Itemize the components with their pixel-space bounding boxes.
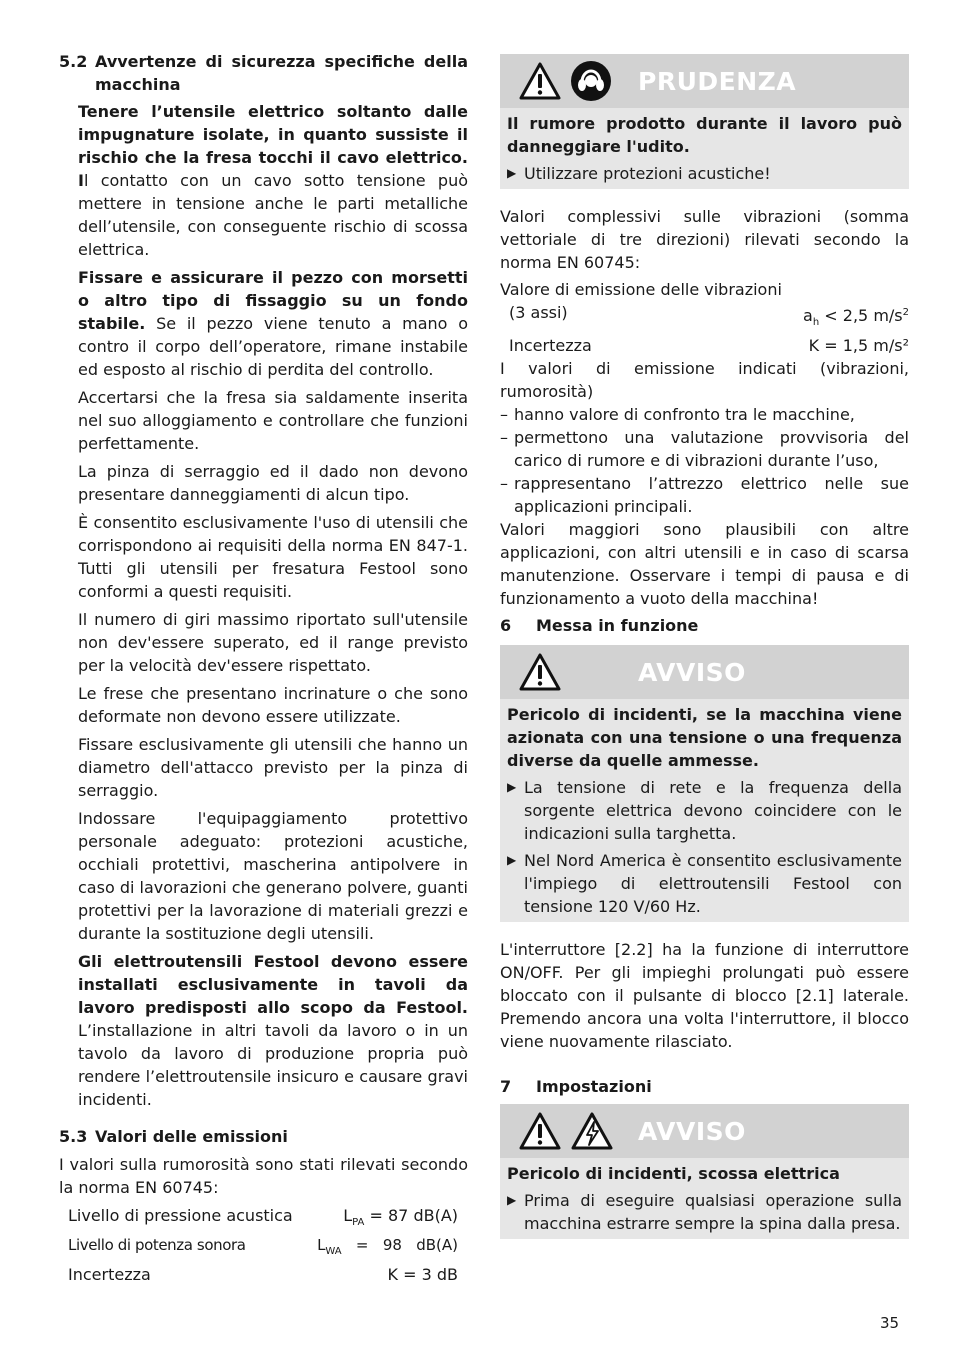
- list-item: ▶ Utilizzare protezioni acustiche!: [507, 164, 771, 183]
- paragraph: L'interruttore [2.2] ha la funzione di interruttore ON/OFF. Per gli impieghi prolungati può essere bloccato con il pulsante di blocco [2.1] laterale. Premendo ancora una volta l'interruttore, il blocco viene nuovamente rilasciato.: [500, 940, 909, 1051]
- caution-lead: Il rumore prodotto durante il lavoro può danneggiare l'udito.: [507, 114, 902, 156]
- warning-lead: Pericolo di incidenti, se la macchina viene azionata con una tensione o una frequenza diverse da quelle ammesse.: [507, 705, 902, 770]
- paragraph: Il numero di giri massimo riportato sull'utensile non dev'essere superato, ed il range previsto per la velocità dev'essere rispettato.: [78, 610, 468, 675]
- caution-box-noise: [500, 54, 909, 189]
- page-number: 35: [880, 1314, 900, 1332]
- list-item: ▶ Nel Nord America è consentito esclusivamente l'impiego di elettroutensili Festool con tensione 120 V/60 Hz.: [507, 851, 902, 916]
- caution-header: [500, 54, 909, 108]
- arrow-icon: ▶: [507, 1193, 517, 1207]
- list-item: – rappresentano l’attrezzo elettrico nelle sue applicazioni principali.: [500, 474, 909, 516]
- paragraph: Indossare l'equipaggiamento protettivo personale adeguato: protezioni acustiche, occhiali protettivi, mascherina antipolvere in caso di lavorazioni che generano polvere, guanti protettivi per la lavorazione di materiali grezzi e durante la sostituzione degli utensili.: [78, 809, 468, 943]
- paragraph: I valori di emissione indicati (vibrazioni, rumorosità): [500, 359, 909, 401]
- list-item: ▶ Prima di eseguire qualsiasi operazione sulla macchina estrarre sempre la spina dalla presa.: [507, 1191, 902, 1233]
- paragraph: Fissare e assicurare il pezzo con morsetti o altro tipo di fissaggio su un fondo stabile. Se il pezzo viene tenuto a mano o contro il corpo dell’operatore, rimane instabile ed esposto al rischio di perdita del controllo.: [78, 268, 468, 379]
- ear-protection-icon: [570, 60, 612, 102]
- noise-row-uncertainty: Incertezza K = 3 dB: [68, 1265, 458, 1284]
- warning-box-electric: [500, 1104, 909, 1239]
- right-column: [500, 54, 909, 1255]
- warning-header: [500, 645, 909, 699]
- warning-lead: Pericolo di incidenti, scossa elettrica: [507, 1164, 840, 1183]
- electric-shock-icon: [570, 1111, 614, 1151]
- paragraph: Le frese che presentano incrinature o che sono deformate non devono essere utilizzate.: [78, 684, 468, 726]
- warning-box-voltage: [500, 645, 909, 922]
- warning-title: AVVISO: [638, 657, 746, 687]
- warning-triangle-icon: [518, 1111, 562, 1151]
- paragraph: Tenere l’utensile elettrico soltanto dalle impugnature isolate, in quanto sussiste il rischio che la fresa tocchi il cavo elettrico. Il contatto con un cavo sotto tensione può mettere in tensione anche le parti metalliche dell’utensile, con conseguente rischio di scossa elettrica.: [78, 102, 468, 259]
- paragraph: Valori maggiori sono plausibili con altre applicazioni, con altri utensili e in caso di scarsa manutenzione. Osservare i tempi di pausa e di funzionamento a vuoto della macchina!: [500, 520, 909, 608]
- left-column: [59, 50, 468, 1286]
- warning-header: [500, 1104, 909, 1158]
- list-item: ▶ La tensione di rete e la frequenza della sorgente elettrica devono coincidere con le indicazioni sulla targhetta.: [507, 778, 902, 843]
- noise-table: [59, 1204, 468, 1286]
- section-heading-5-2: 5.2 Avvertenze di sicurezza specifiche della macchina: [59, 52, 468, 94]
- paragraph: Fissare esclusivamente gli utensili che hanno un diametro dell'attacco previsto per la pinza di serraggio.: [78, 735, 468, 800]
- paragraph: Gli elettroutensili Festool devono essere installati esclusivamente in tavoli da lavoro predisposti allo scopo da Festool. L’installazione in altri tavoli da lavoro o in un tavolo da lavoro di produzione propria può rendere l’elettroutensile insicuro e causare gravi incidenti.: [78, 952, 468, 1109]
- arrow-icon: ▶: [507, 780, 517, 794]
- noise-row-power: Livello di potenza sonora $L_{WA}$ = 98 dB(A): [68, 1236, 458, 1257]
- section-heading-7: 7 Impostazioni: [500, 1077, 652, 1096]
- section-5-2-body: [59, 100, 468, 1111]
- paragraph: I valori sulla rumorosità sono stati rilevati secondo la norma EN 60745:: [59, 1155, 468, 1197]
- paragraph: La pinza di serraggio ed il dado non devono presentare danneggiamenti di alcun tipo.: [78, 462, 468, 504]
- list-item: – hanno valore di confronto tra le macchine,: [500, 405, 855, 424]
- warning-triangle-icon: [518, 61, 562, 101]
- list-item: – permettono una valutazione provvisoria del carico di rumore e di vibrazioni durante l’uso,: [500, 428, 909, 470]
- warning-triangle-icon: [518, 652, 562, 692]
- paragraph: Valori complessivi sulle vibrazioni (somma vettoriale di tre direzioni) rilevati secondo la norma EN 60745:: [500, 207, 909, 272]
- caution-title: PRUDENZA: [638, 66, 797, 96]
- dash-list: [500, 403, 909, 518]
- arrow-icon: ▶: [507, 166, 517, 180]
- vibration-label: Valore di emissione delle vibrazioni: [500, 280, 782, 299]
- section-heading-6: 6 Messa in funzione: [500, 616, 699, 635]
- noise-row-pressure: Livello di pressione acustica $L_{PA} = 87$ dB(A): [68, 1206, 458, 1228]
- vibration-table: (3 assi) $a_h < 2,5$ $m/s^2$ Incertezza K = 1,5 m/s²: [509, 303, 909, 355]
- warning-title: AVVISO: [638, 1116, 746, 1146]
- paragraph: Accertarsi che la fresa sia saldamente inserita nel suo alloggiamento e controllare che funzioni perfettamente.: [78, 388, 468, 453]
- arrow-icon: ▶: [507, 853, 517, 867]
- paragraph: È consentito esclusivamente l'uso di utensili che corrispondono ai requisiti della norma EN 847-1. Tutti gli utensili per fresatura Festool sono conformi a questi requisiti.: [78, 513, 468, 601]
- section-heading-5-3: 5.3 Valori delle emissioni: [59, 1127, 288, 1146]
